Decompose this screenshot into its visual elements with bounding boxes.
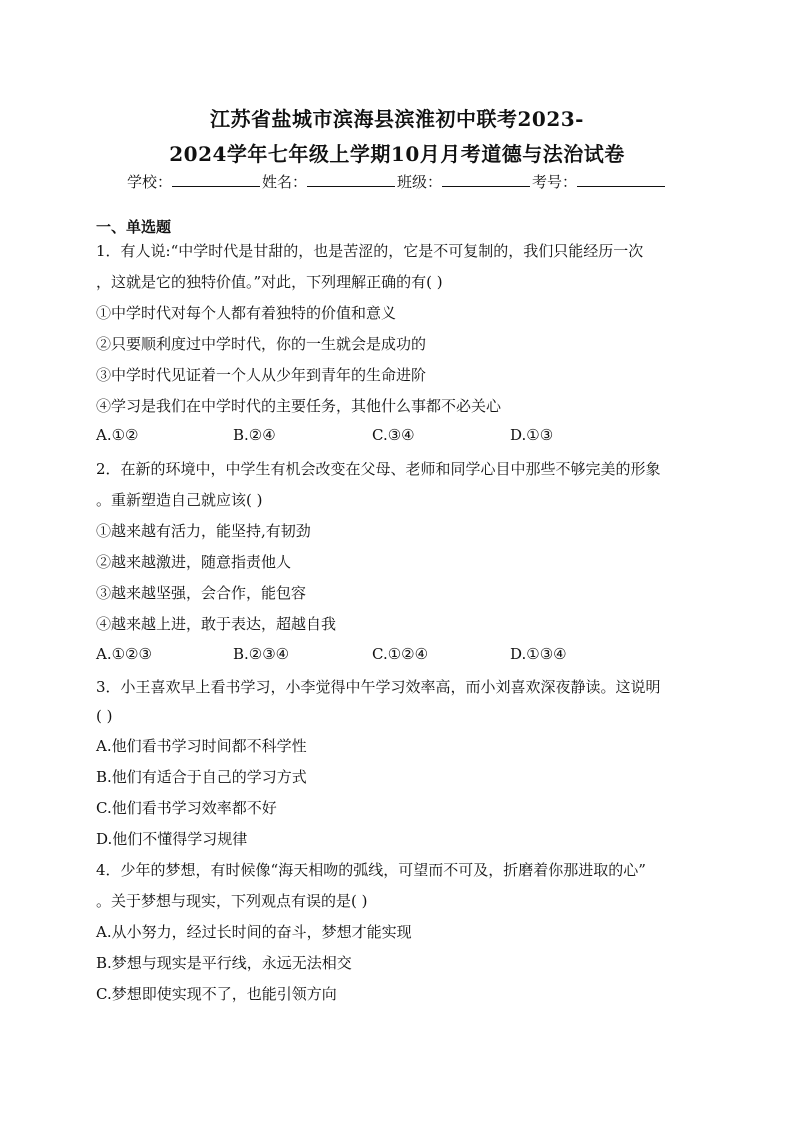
q2-option-c[interactable]: C.①②④ — [372, 645, 429, 663]
name-blank[interactable] — [307, 172, 395, 187]
q3-stem-line2: ( ) — [96, 707, 113, 725]
school-blank[interactable] — [172, 172, 260, 187]
section-heading: 一、单选题 — [96, 218, 172, 236]
q2-item-2: ②越来越激进，随意指责他人 — [96, 553, 292, 571]
q2-stem-line2: 。重新塑造自己就应该( ) — [96, 491, 263, 509]
q2-options — [96, 645, 716, 665]
exam-number-blank[interactable] — [577, 172, 665, 187]
school-field — [127, 171, 262, 192]
q3-option-c[interactable]: C.他们看书学习效率都不好 — [96, 799, 277, 817]
q2-option-a[interactable]: A.①②③ — [96, 645, 152, 663]
q4-option-b[interactable]: B.梦想与现实是平行线，永远无法相交 — [96, 954, 352, 972]
q1-item-1: ①中学时代对每个人都有着独特的价值和意义 — [96, 304, 397, 322]
student-info-row — [0, 171, 794, 192]
class-field — [397, 171, 532, 192]
q1-option-b[interactable]: B.②④ — [233, 426, 276, 444]
name-label: 姓名： — [261, 173, 307, 191]
q4-stem-line1: 4．少年的梦想，有时候像“海天相吻的弧线，可望而不可及，折磨着你那进取的心” — [96, 861, 646, 879]
exam-title-line2: 2024学年七年级上学期10月月考道德与法治试卷 — [169, 142, 625, 166]
q4-option-a[interactable]: A.从小努力，经过长时间的奋斗，梦想才能实现 — [96, 923, 412, 941]
q1-option-c[interactable]: C.③④ — [372, 426, 415, 444]
exam-number-label: 考号： — [532, 173, 578, 191]
exam-number-field — [532, 171, 667, 192]
exam-title-line1: 江苏省盐城市滨海县滨淮初中联考2023- — [210, 107, 584, 131]
q2-item-1: ①越来越有活力，能坚持,有韧劲 — [96, 522, 311, 540]
q1-option-d[interactable]: D.①③ — [510, 426, 554, 444]
q1-item-4: ④学习是我们在中学时代的主要任务，其他什么事都不必关心 — [96, 397, 502, 415]
q3-option-a[interactable]: A.他们看书学习时间都不科学性 — [96, 737, 307, 755]
q2-option-d[interactable]: D.①③④ — [510, 645, 567, 663]
q1-item-3: ③中学时代见证着一个人从少年到青年的生命进阶 — [96, 366, 427, 384]
class-label: 班级： — [397, 173, 443, 191]
school-label: 学校： — [126, 173, 172, 191]
q2-item-4: ④越来越上进，敢于表达，超越自我 — [96, 615, 337, 633]
q1-item-2: ②只要顺利度过中学时代，你的一生就会是成功的 — [96, 335, 427, 353]
q3-stem-line1: 3．小王喜欢早上看书学习，小李觉得中午学习效率高，而小刘喜欢深夜静读。这说明 — [96, 678, 661, 696]
q4-option-c[interactable]: C.梦想即使实现不了，也能引领方向 — [96, 985, 337, 1003]
q1-option-a[interactable]: A.①② — [96, 426, 139, 444]
q3-option-d[interactable]: D.他们不懂得学习规律 — [96, 830, 248, 848]
q2-option-b[interactable]: B.②③④ — [233, 645, 290, 663]
q3-option-b[interactable]: B.他们有适合于自己的学习方式 — [96, 768, 307, 786]
q1-options — [96, 426, 716, 446]
q4-stem-line2: 。关于梦想与现实，下列观点有误的是( ) — [96, 892, 368, 910]
name-field — [262, 171, 397, 192]
q2-stem-line1: 2．在新的环境中，中学生有机会改变在父母、老师和同学心目中那些不够完美的形象 — [96, 460, 661, 478]
q2-item-3: ③越来越坚强，会合作，能包容 — [96, 584, 307, 602]
q1-stem-line1: 1．有人说:“中学时代是甘甜的，也是苦涩的，它是不可复制的，我们只能经历一次 — [96, 242, 644, 260]
q1-stem-line2: ，这就是它的独特价值。”对此，下列理解正确的有( ) — [96, 273, 443, 291]
class-blank[interactable] — [442, 172, 530, 187]
